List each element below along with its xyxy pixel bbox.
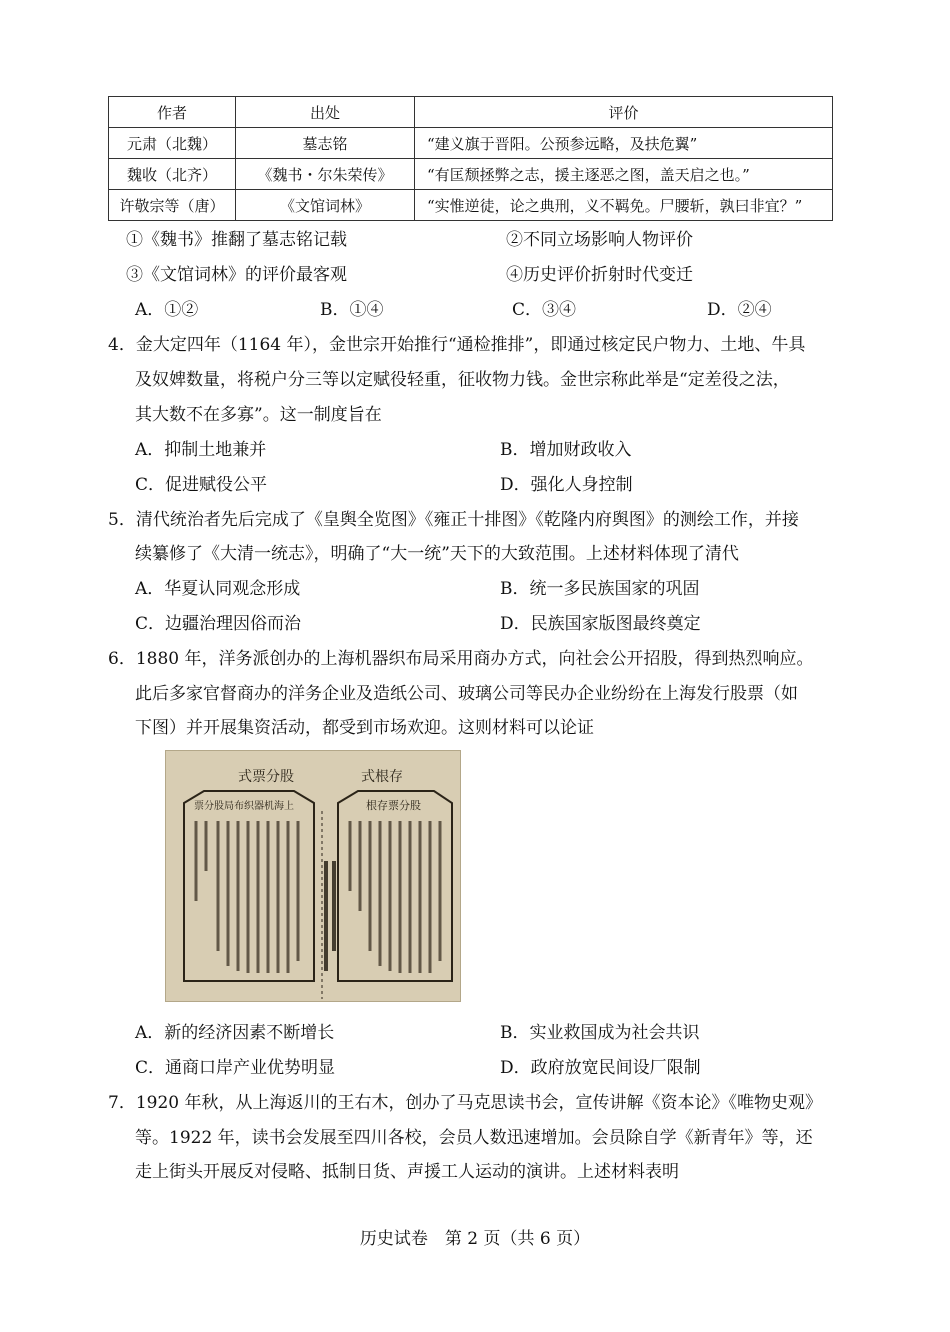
table-cell-evaluation: “有匡颓拯弊之志，援主逐恶之图，盖天启之也。” — [415, 159, 833, 190]
table-cell-source: 《魏书・尔朱荣传》 — [236, 159, 415, 190]
q5-option-a[interactable]: A．华夏认同观念形成 — [135, 579, 301, 599]
right-certificate-header: 根存票分股 — [366, 799, 421, 812]
q7-stem-line-3: 走上街头开展反对侵略、抵制日货、声援工人运动的演讲。上述材料表明 — [135, 1162, 679, 1182]
q6-option-d[interactable]: D．政府放宽民间设厂限制 — [500, 1058, 701, 1078]
source-table — [108, 96, 833, 221]
q4-stem-line-2: 及奴婢数量，将税户分三等以定赋役轻重，征收物力钱。金世宗称此举是“定差役之法， — [135, 370, 790, 390]
q4-option-b[interactable]: B．增加财政收入 — [500, 440, 632, 460]
q5-stem-line-1: 5．清代统治者先后完成了《皇舆全览图》《雍正十排图》《乾隆内府舆图》的测绘工作，并接 — [108, 510, 799, 530]
q3-option-a[interactable]: A．①② — [135, 300, 199, 320]
table-cell-author: 元肃（北魏） — [109, 128, 236, 159]
q6-option-b[interactable]: B．实业救国成为社会共识 — [500, 1023, 700, 1043]
q4-option-d[interactable]: D．强化人身控制 — [500, 475, 633, 495]
stock-certificate-image — [165, 750, 461, 1002]
page-footer: 历史试卷 第 2 页（共 6 页） — [359, 1229, 591, 1249]
q7-stem-line-2: 等。1922 年，读书会发展至四川各校，会员人数迅速增加。会员除自学《新青年》等，还 — [135, 1128, 813, 1148]
q6-stem-line-1: 6．1880 年，洋务派创办的上海机器织布局采用商办方式，向社会公开招股，得到热烈响应。 — [108, 649, 814, 669]
right-certificate-title: 式根存 — [361, 769, 403, 785]
table-cell-evaluation: “建义旗于晋阳。公预参远略，及扶危翼” — [415, 128, 833, 159]
q5-option-b[interactable]: B．统一多民族国家的巩固 — [500, 579, 700, 599]
q5-option-c[interactable]: C．边疆治理因俗而治 — [135, 614, 302, 634]
q6-option-c[interactable]: C．通商口岸产业优势明显 — [135, 1058, 336, 1078]
q4-stem-line-1: 4．金大定四年（1164 年），金世宗开始推行“通检推排”，即通过核定民户物力、土地、牛具 — [108, 335, 806, 355]
table-row — [109, 190, 833, 221]
q4-stem-line-3: 其大数不在多寡”。这一制度旨在 — [135, 405, 382, 425]
left-certificate-title: 式票分股 — [238, 769, 294, 785]
q6-stem-line-2: 此后多家官督商办的洋务企业及造纸公司、玻璃公司等民办企业纷纷在上海发行股票（如 — [135, 684, 798, 704]
table-row — [109, 159, 833, 190]
table-header-author: 作者 — [109, 97, 236, 128]
q7-stem-line-1: 7．1920 年秋，从上海返川的王右木，创办了马克思读书会，宣传讲解《资本论》《唯物史观》 — [108, 1093, 822, 1113]
q3-option-d[interactable]: D．②④ — [707, 300, 772, 320]
table-cell-author: 许敬宗等（唐） — [109, 190, 236, 221]
table-row — [109, 128, 833, 159]
q3-statement-4: ④历史评价折射时代变迁 — [506, 265, 693, 285]
table-cell-evaluation: “实惟逆徒，论之典刑，义不羁免。尸腰斩，孰曰非宜？” — [415, 190, 833, 221]
table-cell-source: 《文馆词林》 — [236, 190, 415, 221]
left-certificate-header: 票分股局布织器机海上 — [194, 801, 294, 812]
q5-stem-line-2: 续纂修了《大清一统志》，明确了“大一统”天下的大致范围。上述材料体现了清代 — [135, 544, 739, 564]
q5-option-d[interactable]: D．民族国家版图最终奠定 — [500, 614, 701, 634]
table-cell-author: 魏收（北齐） — [109, 159, 236, 190]
q3-statement-3: ③《文馆词林》的评价最客观 — [126, 265, 347, 285]
q3-option-b[interactable]: B．①④ — [320, 300, 384, 320]
table-header-row — [109, 97, 833, 128]
q6-stem-line-3: 下图）并开展集资活动，都受到市场欢迎。这则材料可以论证 — [135, 718, 594, 738]
table-cell-source: 墓志铭 — [236, 128, 415, 159]
q4-option-c[interactable]: C．促进赋役公平 — [135, 475, 268, 495]
q3-statement-2: ②不同立场影响人物评价 — [506, 230, 693, 250]
q6-option-a[interactable]: A．新的经济因素不断增长 — [135, 1023, 335, 1043]
table-header-evaluation: 评价 — [415, 97, 833, 128]
table-header-source: 出处 — [236, 97, 415, 128]
q4-option-a[interactable]: A．抑制土地兼并 — [135, 440, 267, 460]
q3-option-c[interactable]: C．③④ — [512, 300, 577, 320]
stock-certificate-drawing — [166, 751, 460, 1001]
q3-statement-1: ①《魏书》推翻了墓志铭记载 — [126, 230, 347, 250]
